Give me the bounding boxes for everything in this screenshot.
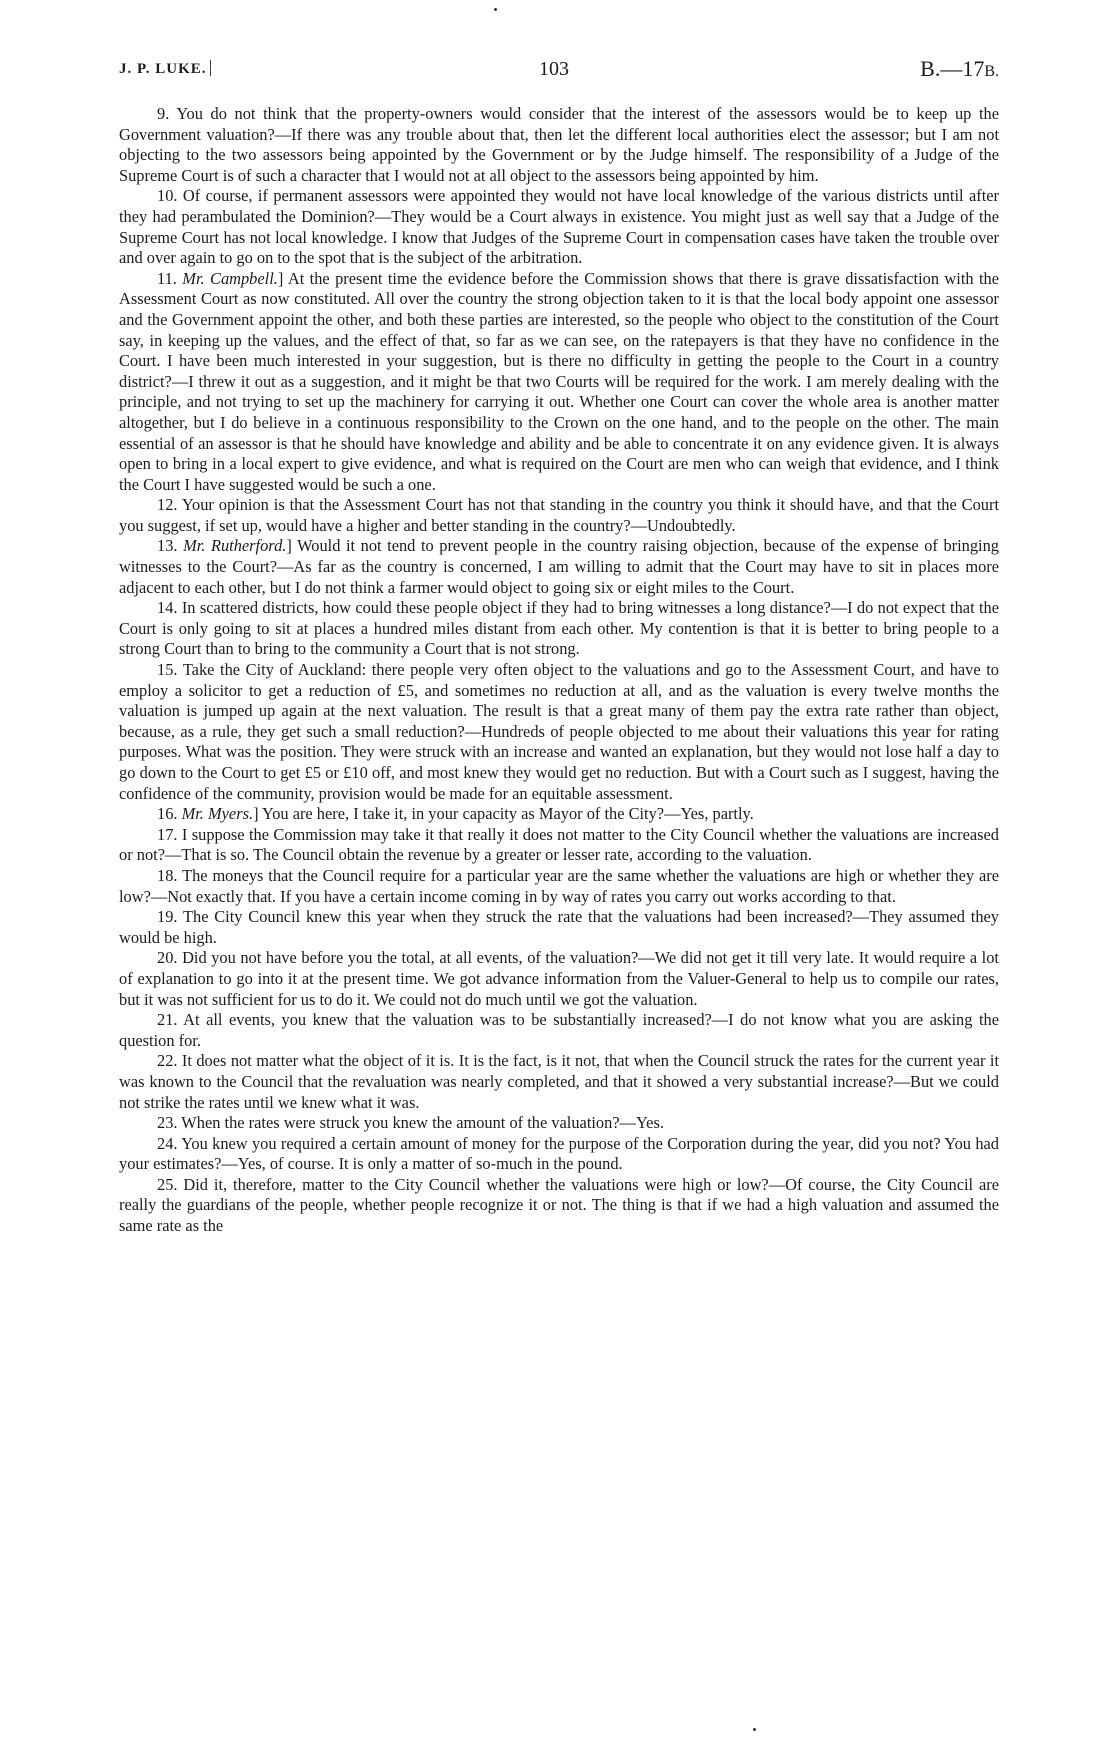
question-number: 25. <box>157 1174 184 1194</box>
page-number: 103 <box>539 58 569 80</box>
testimony-body <box>119 104 999 1237</box>
speaker-name: Mr. Campbell. <box>182 268 278 288</box>
question-answer-text: At the present time the evidence before the Commission shows that there is grave dissatisfaction with the Assessment Court as now constituted. All over the country the strong objection taken to it is that the local body appoint one assessor and the Government appoint the other, and both these parties are interested, so the people who object to the constitution of the Court say, in keeping up the values, and the effect of that, so far as we can see, on the ratepayers is that they have no confidence in the Court. I have been much interested in your suggestion, but is there no difficulty in getting the people to the Court in a country district?—I threw it out as a suggestion, and it might be that two Courts will be required for the work. I am merely dealing with the principle, and not trying to set up the machinery for carrying it out. Whether one Court can cover the whole area is another matter altogether, but I do believe in a continuous responsibility to the Crown on the one hand, and to the people on the other. The main essential of an assessor is that he should have knowledge and ability and be able to concentrate it on any evidence given. It is always open to bring in a local expert to give evidence, and what is required on the Court are men who can weigh that evidence, and I think the Court I have suggested would be such a one. <box>119 268 1000 494</box>
testimony-paragraph <box>119 495 999 536</box>
speaker-bracket: ] <box>253 804 263 824</box>
question-answer-text: You do not think that the property-owners would consider that the interest of the assessors would be to keep up the Government valuation?—If there was any trouble about that, then let the different local authorities elect the assessor; but I am not objecting to the two assessors being appointed by the Government or by the Judge himself. The responsibility of a Judge of the Supreme Court is of such a character that I would not at all object to the assessors being appointed by him. <box>119 104 999 185</box>
question-number: 17. <box>157 824 182 844</box>
question-answer-text: Did it, therefore, matter to the City Council whether the valuations were high or low?—Of course, the City Council are really the guardians of the people, whether people recognize it or not. The thing is that if we had a high valuation and assumed the same rate as the <box>119 1174 999 1236</box>
testimony-paragraph <box>119 907 999 948</box>
document-reference <box>920 56 999 82</box>
testimony-paragraph <box>119 804 999 825</box>
question-answer-text: Would it not tend to prevent people in the country raising objection, because of the expense of bringing witnesses to the Court?—As far as the country is concerned, I am willing to admit that the Court may have to sit in places more adjacent to each other, but I do not think a farmer would object to going six or eight miles to the Court. <box>119 536 999 597</box>
question-number: 9. <box>157 104 177 123</box>
scan-speck <box>753 1728 756 1731</box>
question-answer-text: Of course, if permanent assessors were appointed they would not have local knowledge of the various districts until after they had perambulated the Dominion?—They would be a Court always in existence. You might just as well say that a Judge of the Supreme Court has not local knowledge. I know that Judges of the Supreme Court in compensation cases have taken the trouble over and over again to go on to the spot that is the subject of the arbitration. <box>119 186 999 268</box>
question-number: 21. <box>157 1010 184 1030</box>
question-answer-text: The City Council knew this year when they struck the rate that the valuations had been increased?—They assumed they would be high. <box>119 907 999 947</box>
question-answer-text: You knew you required a certain amount of money for the purpose of the Corporation during the year, did you not? You had your estimates?—Yes, of course. It is only a matter of so-much in the pound. <box>119 1133 999 1174</box>
question-number: 11. <box>157 268 183 288</box>
question-answer-text: The moneys that the Council require for a particular year are the same whether the valuations are high or whether they are low?—Not exactly that. If you have a certain income coming in by way of rates you carry out works according to that. <box>119 865 999 906</box>
testimony-paragraph <box>119 1010 999 1051</box>
question-number: 15. <box>157 660 183 680</box>
testimony-paragraph <box>119 1175 999 1237</box>
question-number: 16. <box>157 804 182 824</box>
page-header <box>119 58 999 84</box>
question-number: 10. <box>157 186 183 206</box>
speaker-bracket: ] <box>277 268 288 288</box>
testimony-paragraph <box>119 598 999 660</box>
question-answer-text: Your opinion is that the Assessment Court has not that standing in the country you think it should have, and that the Court you suggest, if set up, would have a higher and better standing in the country?—Undoubtedly. <box>119 495 1000 535</box>
testimony-paragraph <box>119 104 999 186</box>
question-number: 20. <box>157 948 183 968</box>
witness-name-header <box>119 60 211 78</box>
header-rule <box>210 60 211 76</box>
question-number: 18. <box>157 865 183 885</box>
document-reference-main: B.—17 <box>920 56 985 81</box>
question-answer-text: In scattered districts, how could these people object if they had to bring witnesses a long distance?—I do not expect that the Court is only going to sit at places a hundred miles distant from each other. My contention is that it is better to bring people to a strong Court than to bring to the community a Court that is not strong. <box>119 598 999 659</box>
speaker-bracket: ] <box>286 536 298 556</box>
question-answer-text: I suppose the Commission may take it that really it does not matter to the City Council whether the valuations are increased or not?—That is so. The Council obtain the revenue by a greater or lesser rate, according to the valuation. <box>119 824 999 865</box>
question-number: 14. <box>157 598 182 618</box>
question-answer-text: It does not matter what the object of it is. It is the fact, is it not, that when the Council struck the rates for the current year it was known to the Council that the revaluation was nearly completed, and that it showed a very substantial increase?—But we could not strike the rates until we knew what it was. <box>119 1051 999 1112</box>
witness-name-text: J. P. LUKE. <box>119 61 207 77</box>
testimony-paragraph <box>119 866 999 907</box>
question-answer-text: Take the City of Auckland: there people very often object to the valuations and go to the Assessment Court, and have to employ a solicitor to get a reduction of £5, and sometimes no reduction at all, and as the valuation is every twelve months the valuation is jumped up again at the next valuation. The result is that a great many of them pay the extra rate rather than object, because, as a rule, they get such a small reduction?—Hundreds of people objected to me about their valuations this year for rating purposes. What was the position. They were struck with an increase and wanted an explanation, but they would not lose half a day to go down to the Court to get £5 or £10 off, and most knew they would get no reduction. But with a Court such as I suggest, having the confidence of the community, provision would be made for an equitable assessment. <box>119 660 1000 803</box>
testimony-paragraph <box>119 1051 999 1113</box>
question-number: 23. <box>157 1113 182 1133</box>
question-number: 19. <box>157 907 183 927</box>
speaker-name: Mr. Myers. <box>181 804 254 824</box>
question-number: 24. <box>157 1133 182 1153</box>
question-number: 22. <box>157 1051 182 1071</box>
speaker-name: Mr. Rutherford. <box>183 536 287 556</box>
question-answer-text: Did you not have before you the total, at all events, of the valuation?—We did not get it till very late. It would require a lot of explanation to go into it at the present time. We got advance information from the Valuer-General to help us to compile our rates, but it was not sufficient for us to do it. We could not do much until we got the valuation. <box>119 948 999 1009</box>
question-answer-text: At all events, you knew that the valuation was to be substantially increased?—I do not know what you are asking the question for. <box>119 1010 1000 1050</box>
question-answer-text: You are here, I take it, in your capacity as Mayor of the City?—Yes, partly. <box>262 804 754 824</box>
document-reference-suffix: B. <box>984 63 999 80</box>
question-number: 13. <box>157 536 184 556</box>
question-answer-text: When the rates were struck you knew the amount of the valuation?—Yes. <box>181 1113 664 1133</box>
testimony-paragraph <box>119 1113 999 1134</box>
testimony-paragraph <box>119 948 999 1010</box>
testimony-paragraph <box>119 536 999 598</box>
testimony-paragraph <box>119 1134 999 1175</box>
scan-speck <box>494 8 497 11</box>
question-number: 12. <box>157 495 182 515</box>
testimony-paragraph <box>119 825 999 866</box>
testimony-paragraph <box>119 186 999 268</box>
testimony-paragraph <box>119 269 999 496</box>
testimony-paragraph <box>119 660 999 804</box>
